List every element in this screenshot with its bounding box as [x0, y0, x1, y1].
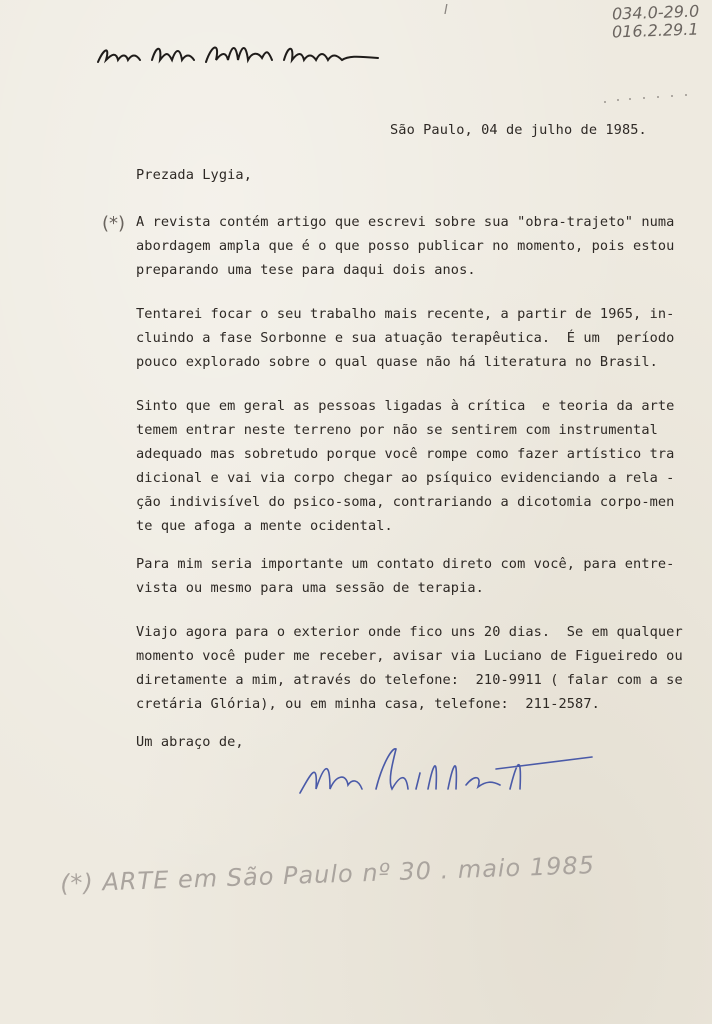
handwritten-signature — [296, 745, 596, 805]
archive-code-2: 016.2.29.1 — [611, 19, 699, 42]
letter-closing: Um abraço de, — [136, 734, 244, 750]
letter-date: São Paulo, 04 de julho de 1985. — [390, 122, 647, 138]
paper-edge-marks — [600, 88, 700, 108]
letter-salutation: Prezada Lygia, — [136, 167, 252, 183]
letter-paragraph: Para mim seria importante um contato direto com você, para entre- vista ou mesmo para uma sessão de terapia. — [136, 556, 675, 596]
asterisk-mark: (*) — [102, 213, 126, 234]
letterhead-signature — [96, 40, 381, 72]
letter-paragraph: Sinto que em geral as pessoas ligadas à crítica e teoria da arte temem entrar neste terreno por não se sentirem com instrumental adequado mas sobretudo porque você rompe como fazer artístico tra dicional e vai via corpo chegar ao psíquico evidenciando a rela - ção indivisível do psico-soma, contrariando a dicotomia corpo-men te que afoga a mente ocidental. — [136, 398, 675, 534]
letter-paragraph: A revista contém artigo que escrevi sobre sua "obra-trajeto" numa abordagem ampla que é o que posso publicar no momento, pois estou preparando uma tese para daqui dois anos. — [136, 214, 675, 278]
archive-mark: I — [444, 3, 448, 18]
letter-paragraph: Viajo agora para o exterior onde fico uns 20 dias. Se em qualquer momento você puder me receber, avisar via Luciano de Figueiredo ou diretamente a mim, através do telefone: 210-9911 ( falar com a se cretária Glória), ou em minha casa, telefone: 211-2587. — [136, 624, 683, 712]
letter-paragraph: Tentarei focar o seu trabalho mais recente, a partir de 1965, in- cluindo a fase Sorbonne e sua atuação terapêutica. É um período pouco explorado sobre o qual quase não há literatura no Brasil. — [136, 306, 675, 370]
archive-code-1: 034.0-29.0 — [611, 1, 700, 24]
pencil-footnote: (*) ARTE em São Paulo nº 30 . maio 1985 — [59, 851, 596, 898]
